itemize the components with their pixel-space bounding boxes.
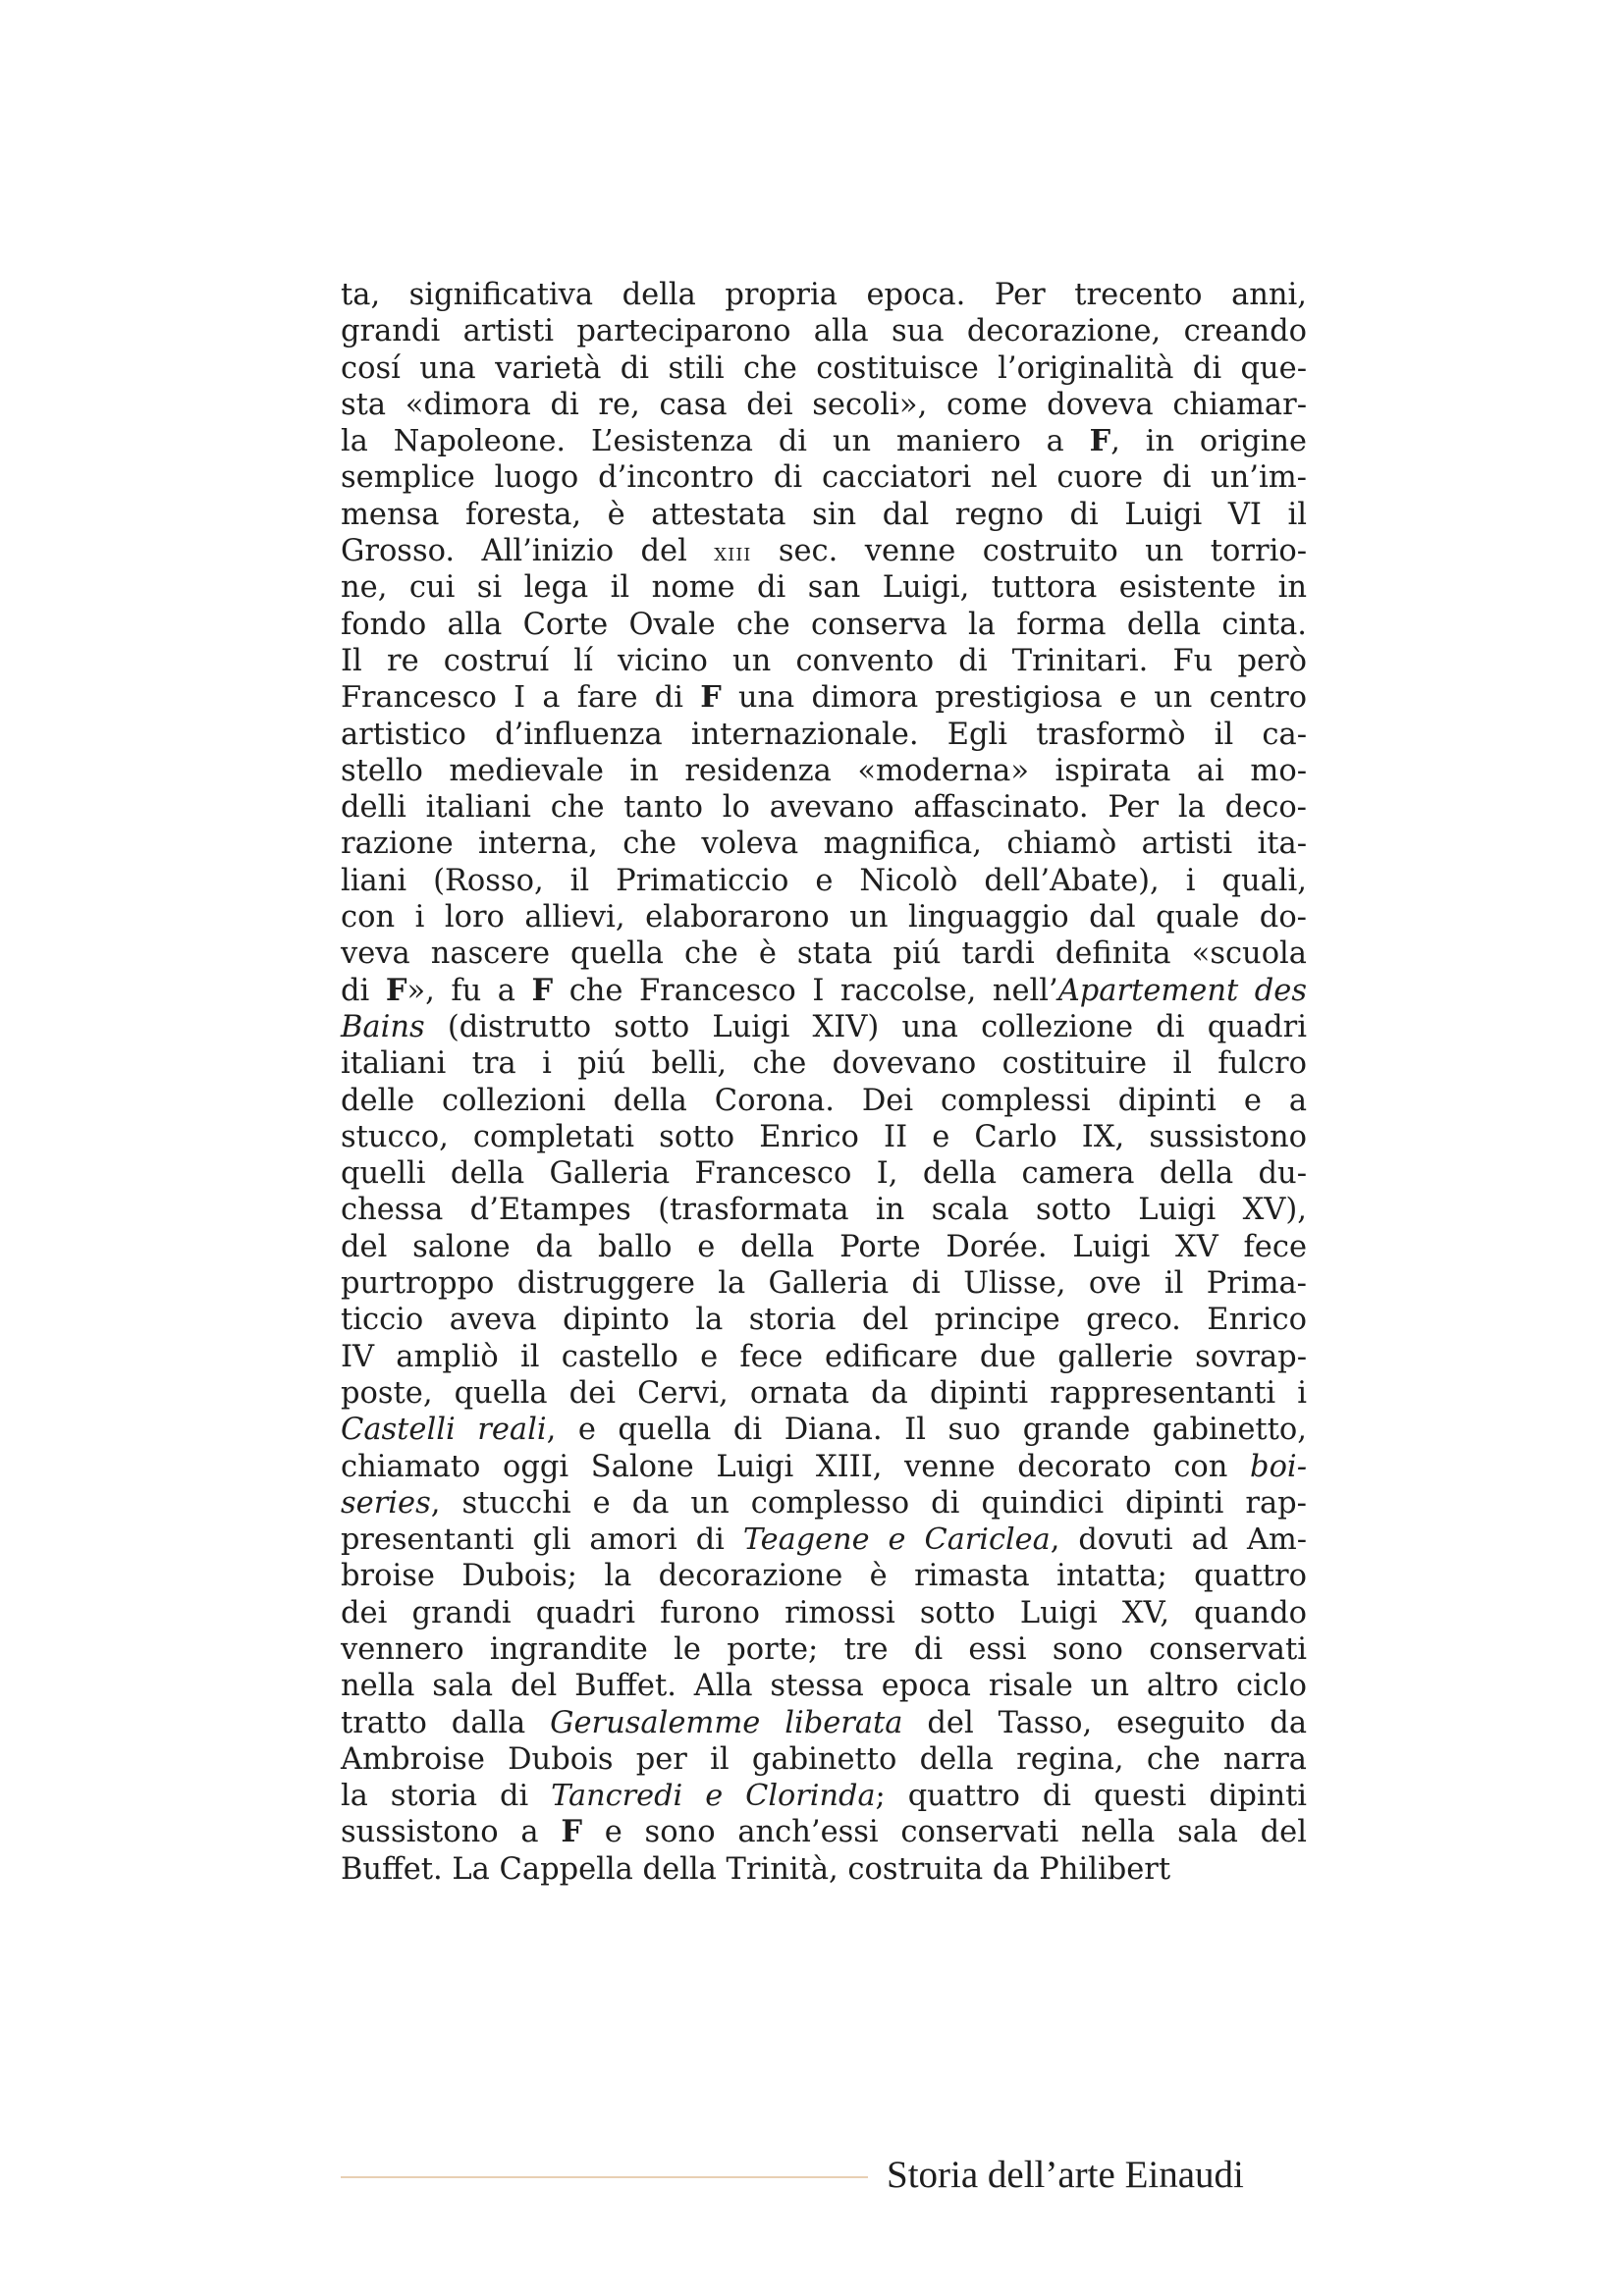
bold-span: F — [561, 1814, 582, 1850]
text-span: chessa d’Etampes (trasformata in scala sotto Luigi XV), — [341, 1193, 1307, 1228]
text-span: ; quattro di questi dipinti — [875, 1779, 1307, 1814]
text-span: Ambroise Dubois per il gabinetto della regina, che narra — [341, 1741, 1307, 1777]
text-line — [341, 1522, 1307, 1558]
text-span: broise Dubois; la decorazione è rimasta intatta; quattro — [341, 1559, 1307, 1594]
text-line — [341, 973, 1307, 1009]
text-line — [341, 717, 1307, 753]
text-line — [341, 1814, 1307, 1850]
text-line — [341, 1449, 1307, 1485]
text-line — [341, 1595, 1307, 1631]
text-line — [341, 1631, 1307, 1668]
text-span: la Napoleone. L’esistenza di un maniero a — [341, 424, 1090, 459]
bold-span: F — [700, 680, 722, 716]
text-span: stello medievale in residenza «moderna» ispirata ai mo- — [341, 753, 1307, 788]
italic-span: Bains — [341, 1009, 425, 1044]
text-line — [341, 1558, 1307, 1594]
text-line — [341, 1705, 1307, 1741]
text-span: del salone da ballo e della Porte Dorée. Luigi XV fece — [341, 1229, 1307, 1264]
text-span: purtroppo distruggere la Galleria di Ulisse, ove il Prima- — [341, 1266, 1307, 1302]
text-span: razione interna, che voleva magnifica, chiamò artisti ita- — [341, 827, 1307, 862]
text-line — [341, 935, 1307, 972]
text-span: poste, quella dei Cervi, ornata da dipinti rappresentanti i — [341, 1375, 1307, 1411]
text-span: veva nascere quella che è stata piú tardi definita «scuola — [341, 936, 1307, 972]
text-span: mensa foresta, è attestata sin dal regno di Luigi VI il — [341, 497, 1307, 532]
body-text — [341, 277, 1307, 1888]
text-span: ta, significativa della propria epoca. Per trecento anni, — [341, 278, 1307, 312]
italic-span: Apartement des — [1057, 973, 1307, 1008]
text-span: sta «dimora di re, casa dei secoli», come doveva chiamar- — [341, 387, 1307, 422]
text-line — [341, 679, 1307, 716]
text-span: fondo alla Corte Ovale che conserva la forma della cinta. — [341, 607, 1307, 642]
text-span: nella sala del Buffet. Alla stessa epoca risale un altro ciclo — [341, 1669, 1307, 1704]
text-span: artistico d’influenza internazionale. Egli trasformò il ca- — [341, 717, 1307, 752]
text-span: , stucchi e da un complesso di quindici dipinti rap- — [430, 1485, 1307, 1521]
italic-span: series — [341, 1485, 431, 1521]
text-line — [341, 387, 1307, 423]
text-span: stucco, completati sotto Enrico II e Carlo IX, sussistono — [341, 1119, 1307, 1154]
text-line — [341, 1045, 1307, 1082]
text-line — [341, 569, 1307, 606]
text-line — [341, 1412, 1307, 1448]
text-line — [341, 1192, 1307, 1228]
text-line — [341, 753, 1307, 789]
text-span: Grosso. All’inizio del — [341, 534, 715, 569]
text-span: e sono anch’essi conservati nella sala del — [581, 1815, 1307, 1850]
text-line — [341, 1375, 1307, 1412]
text-line — [341, 1302, 1307, 1338]
text-span: italiani tra i piú belli, che dovevano costituire il fulcro — [341, 1046, 1307, 1082]
text-span: chiamato oggi Salone Luigi XIII, venne decorato con — [341, 1449, 1251, 1484]
text-span: del Tasso, eseguito da — [902, 1705, 1307, 1740]
text-span: una dimora prestigiosa e un centro — [721, 680, 1308, 716]
text-span: (distrutto sotto Luigi XIV) una collezione di quadri — [424, 1009, 1307, 1044]
text-span: semplice luogo d’incontro di cacciatori nel cuore di un’im- — [341, 460, 1307, 496]
text-span: tratto dalla — [341, 1705, 551, 1740]
text-line — [341, 1485, 1307, 1522]
text-span: cosí una varietà di stili che costituisce l’originalità di que- — [341, 350, 1307, 386]
text-line — [341, 1229, 1307, 1265]
text-span: Il re costruí lí vicino un convento di Trinitari. Fu però — [341, 643, 1307, 678]
text-line — [341, 826, 1307, 862]
text-line — [341, 459, 1307, 496]
footer-rule — [341, 2176, 868, 2178]
text-span: , e quella di Diana. Il suo grande gabinetto, — [546, 1413, 1307, 1448]
text-line — [341, 643, 1307, 679]
text-span: vennero ingrandite le porte; tre di essi sono conservati — [341, 1631, 1307, 1667]
text-line — [341, 1009, 1307, 1045]
small-caps-span: xiii — [714, 538, 752, 567]
text-span: la storia di — [341, 1779, 552, 1814]
text-span: , dovuti ad Am- — [1050, 1522, 1307, 1558]
bold-span: F — [531, 972, 554, 1008]
text-line — [341, 1668, 1307, 1704]
italic-span: Teagene e Cariclea — [742, 1522, 1051, 1558]
text-line — [341, 863, 1307, 899]
text-line — [341, 1339, 1307, 1375]
italic-span: boi- — [1250, 1449, 1307, 1484]
text-span: delli italiani che tanto lo avevano affascinato. Per la deco- — [341, 790, 1307, 826]
text-line — [341, 1083, 1307, 1119]
text-span: delle collezioni della Corona. Dei complessi dipinti e a — [341, 1083, 1307, 1118]
text-span: che Francesco I raccolse, nell’ — [553, 973, 1058, 1008]
text-line — [341, 789, 1307, 826]
text-span: , in origine — [1110, 424, 1307, 459]
text-span: Francesco I a fare di — [341, 680, 701, 716]
text-line — [341, 1265, 1307, 1302]
bold-span: F — [1089, 424, 1111, 459]
text-line — [341, 899, 1307, 935]
text-line — [341, 607, 1307, 643]
text-line — [341, 533, 1307, 569]
text-span: liani (Rosso, il Primaticcio e Nicolò dell’Abate), i quali, — [341, 863, 1307, 898]
text-line — [341, 423, 1307, 459]
text-line — [341, 497, 1307, 533]
bold-span: F — [385, 972, 407, 1008]
text-span: Buffet. La Cappella della Trinità, costruita da Philibert — [341, 1851, 1171, 1887]
text-span: sussistono a — [341, 1815, 562, 1850]
text-span: di — [341, 973, 386, 1008]
italic-span: Tancredi e Clorinda — [551, 1779, 876, 1814]
text-line — [341, 1851, 1307, 1888]
footer-label: Storia dell’arte Einaudi — [887, 2154, 1244, 2196]
text-span: quelli della Galleria Francesco I, della camera della du- — [341, 1156, 1307, 1192]
text-line — [341, 1741, 1307, 1778]
text-span: con i loro allievi, elaborarono un linguaggio dal quale do- — [341, 900, 1307, 935]
text-span: ne, cui si lega il nome di san Luigi, tuttora esistente in — [341, 570, 1307, 606]
text-span: grandi artisti parteciparono alla sua decorazione, creando — [341, 314, 1307, 349]
italic-span: Gerusalemme liberata — [550, 1705, 903, 1740]
text-span: », fu a — [406, 973, 532, 1008]
text-line — [341, 350, 1307, 387]
text-span: sec. venne costruito un torrio- — [751, 534, 1307, 569]
text-span: IV ampliò il castello e fece edificare due gallerie sovrap- — [341, 1339, 1307, 1374]
italic-span: Castelli reali — [341, 1413, 547, 1448]
text-line — [341, 313, 1307, 349]
text-line — [341, 1778, 1307, 1814]
text-line — [341, 1119, 1307, 1155]
text-span: dei grandi quadri furono rimossi sotto Luigi XV, quando — [341, 1595, 1307, 1630]
text-line — [341, 1155, 1307, 1192]
text-span: presentanti gli amori di — [341, 1522, 743, 1558]
text-span: ticcio aveva dipinto la storia del principe greco. Enrico — [341, 1303, 1307, 1338]
text-line — [341, 277, 1307, 313]
